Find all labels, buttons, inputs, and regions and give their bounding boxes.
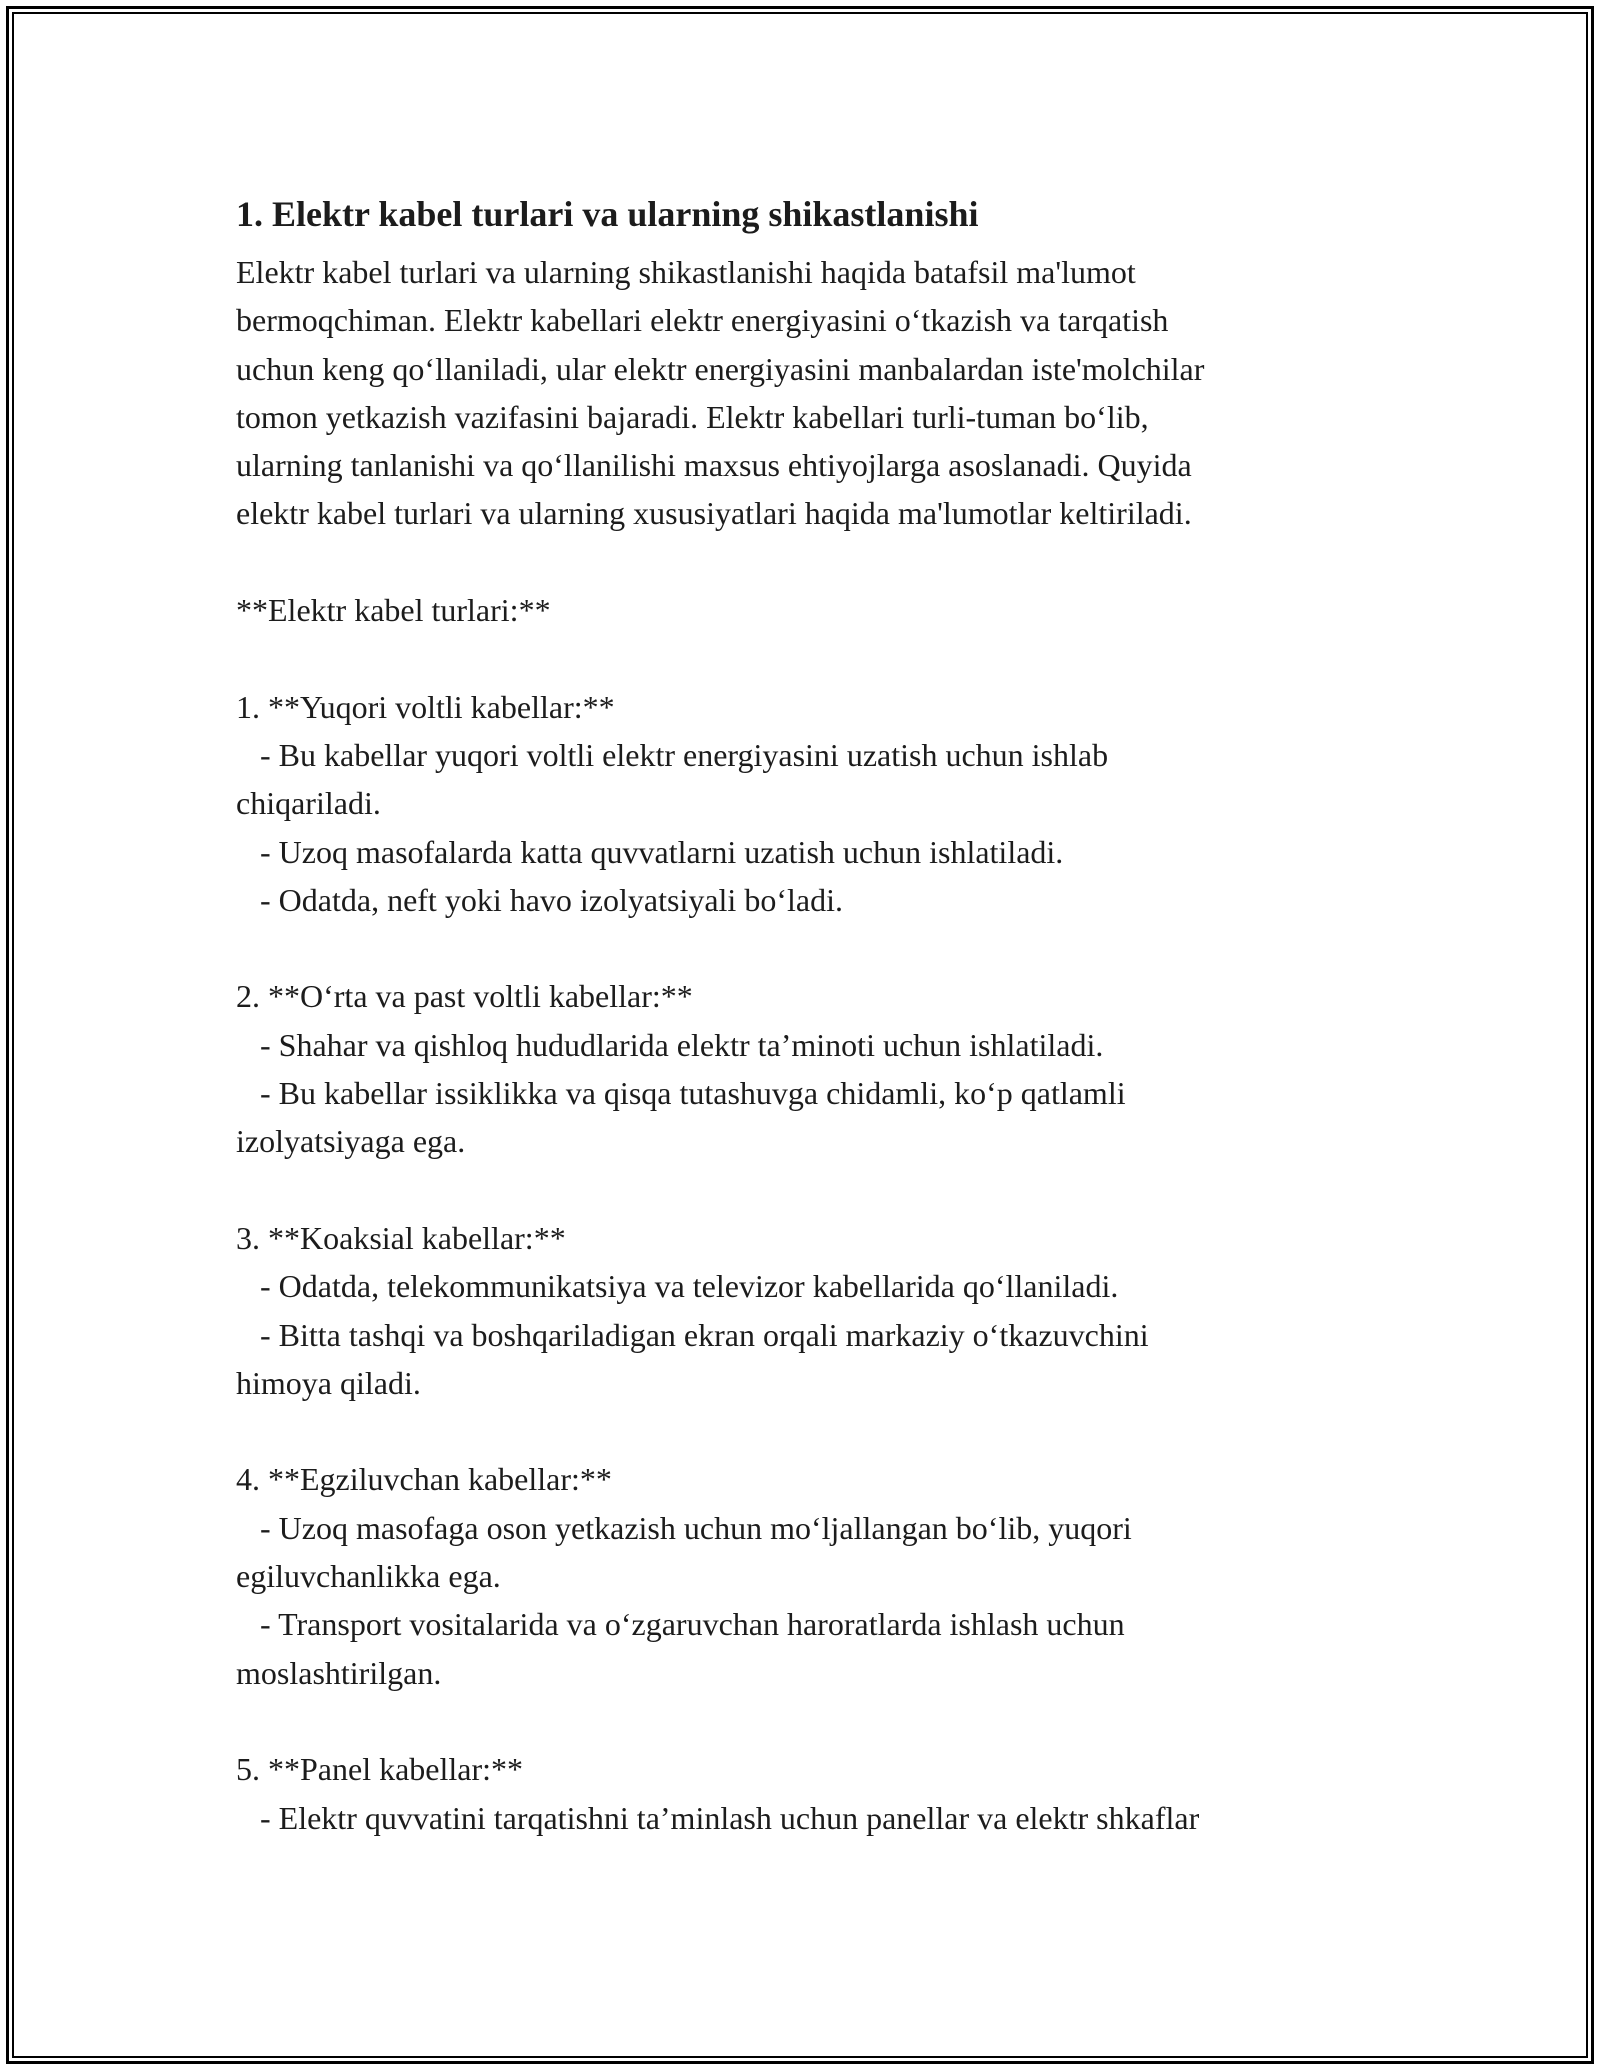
list-item-heading: 5. **Panel kabellar:** bbox=[236, 1751, 524, 1788]
blank-line bbox=[236, 1407, 1366, 1455]
list-item-line: izolyatsiyaga ega. bbox=[236, 1123, 466, 1160]
list-item-line: - Odatda, telekommunikatsiya va televizor kabellarida qo‘llaniladi. bbox=[236, 1268, 1119, 1305]
list-item-line: moslashtirilgan. bbox=[236, 1654, 442, 1691]
list-item-panel bbox=[236, 1745, 1366, 1842]
list-item-heading: 3. **Koaksial kabellar:** bbox=[236, 1219, 566, 1256]
list-item-medium-low-voltage bbox=[236, 972, 1366, 1165]
intro-line: tomon yetkazish vazifasini bajaradi. Elektr kabellari turli-tuman bo‘lib, bbox=[236, 398, 1149, 435]
list-item-line: - Transport vositalarida va o‘zgaruvchan haroratlarda ishlash uchun bbox=[236, 1606, 1125, 1643]
list-item-heading: 4. **Egziluvchan kabellar:** bbox=[236, 1461, 612, 1498]
document-title: 1. Elektr kabel turlari va ularning shikastlanishi bbox=[236, 194, 979, 234]
intro-line: uchun keng qo‘llaniladi, ular elektr energiyasini manbalardan iste'molchilar bbox=[236, 350, 1205, 387]
intro-line: Elektr kabel turlari va ularning shikastlanishi haqida batafsil ma'lumot bbox=[236, 254, 1136, 290]
list-item-coaxial bbox=[236, 1214, 1366, 1407]
list-item-high-voltage bbox=[236, 683, 1366, 924]
list-item-line: himoya qiladi. bbox=[236, 1364, 421, 1401]
section-heading: **Elektr kabel turlari:** bbox=[236, 592, 551, 629]
list-item-line: - Uzoq masofalarda katta quvvatlarni uzatish uchun ishlatiladi. bbox=[236, 833, 1064, 870]
list-item-line: chiqariladi. bbox=[236, 785, 381, 822]
blank-line bbox=[236, 538, 1366, 586]
list-item-line: - Bitta tashqi va boshqariladigan ekran orqali markaziy o‘tkazuvchini bbox=[236, 1316, 1149, 1353]
intro-line: ularning tanlanishi va qo‘llanilishi maxsus ehtiyojlarga asoslanadi. Quyida bbox=[236, 447, 1192, 484]
list-item-line: - Bu kabellar yuqori voltli elektr energiyasini uzatish uchun ishlab bbox=[236, 736, 1109, 773]
list-item-line: - Elektr quvvatini tarqatishni ta’minlash uchun panellar va elektr shkaflar bbox=[236, 1799, 1200, 1836]
list-item-line: - Odatda, neft yoki havo izolyatsiyali bo‘ladi. bbox=[236, 881, 843, 918]
list-item-heading: 2. **O‘rta va past voltli kabellar:** bbox=[236, 978, 693, 1015]
list-item-line: - Shahar va qishloq hududlarida elektr ta’minoti uchun ishlatiladi. bbox=[236, 1026, 1104, 1063]
list-item-line: - Bu kabellar issiklikka va qisqa tutashuvga chidamli, ko‘p qatlamli bbox=[236, 1075, 1126, 1112]
document-body bbox=[236, 186, 1366, 1842]
blank-line bbox=[236, 924, 1366, 972]
list-item-heading: 1. **Yuqori voltli kabellar:** bbox=[236, 688, 615, 725]
intro-paragraph bbox=[236, 248, 1366, 538]
intro-line: bermoqchiman. Elektr kabellari elektr energiyasini o‘tkazish va tarqatish bbox=[236, 302, 1169, 339]
blank-line bbox=[236, 634, 1366, 682]
intro-line: elektr kabel turlari va ularning xususiyatlari haqida ma'lumotlar keltiriladi. bbox=[236, 495, 1192, 532]
list-item-line: egiluvchanlikka ega. bbox=[236, 1558, 501, 1595]
blank-line bbox=[236, 1166, 1366, 1214]
blank-line bbox=[236, 1697, 1366, 1745]
list-item-line: - Uzoq masofaga oson yetkazish uchun mo‘ljallangan bo‘lib, yuqori bbox=[236, 1509, 1132, 1546]
list-item-flexible bbox=[236, 1455, 1366, 1696]
